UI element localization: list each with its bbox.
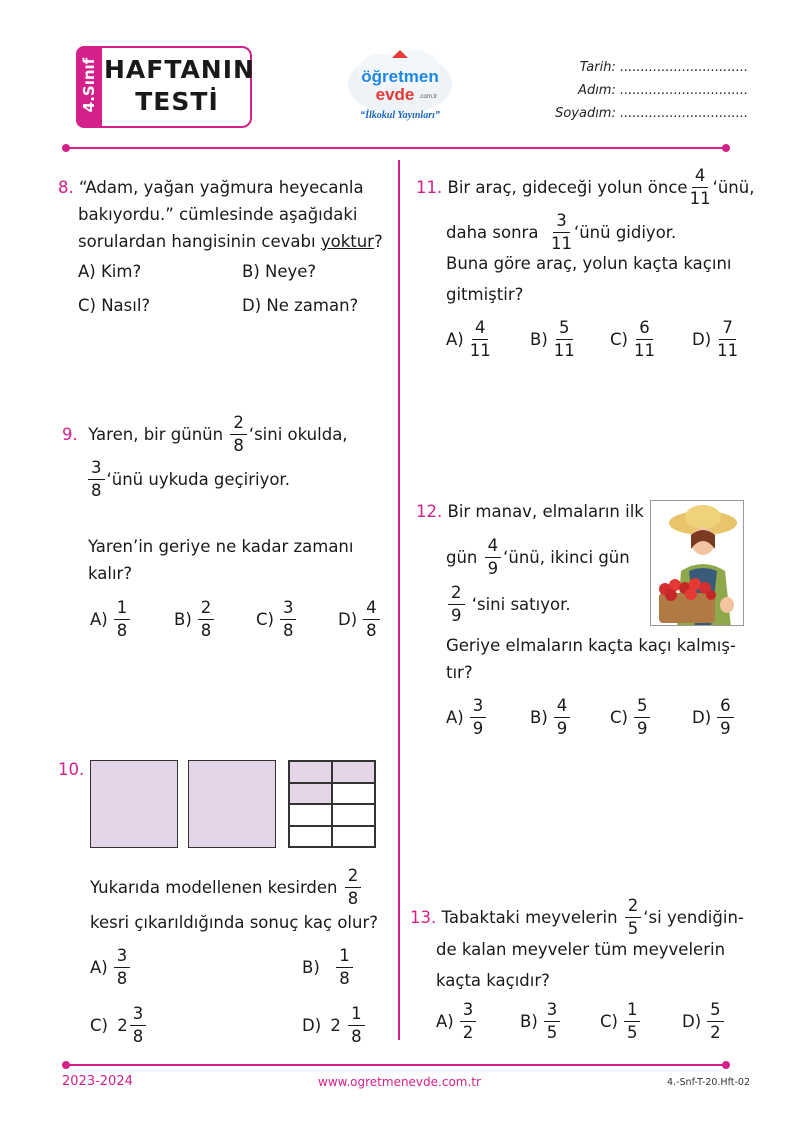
q11-text-6: gitmiştir?: [446, 285, 524, 304]
q12-question: [446, 632, 756, 686]
q10-option-d[interactable]: D) 2 $\frac{1}{8}$: [302, 1004, 367, 1047]
q12-fraction-1: $\frac{4}{9}$: [485, 536, 502, 579]
q9-text-2: ‘sini okulda,: [248, 425, 348, 444]
q9-text-1: Yaren, bir günün: [88, 425, 224, 444]
school-year: 2023-2024: [62, 1074, 133, 1089]
title-line-2: TESTİ: [135, 87, 219, 116]
q11-option-a[interactable]: A) $\frac{4}{11}$: [446, 318, 491, 360]
q9-option-a[interactable]: A) $\frac{1}{8}$: [90, 598, 132, 641]
logo-word-1: öğretmen: [361, 67, 439, 86]
name-field[interactable]: [530, 83, 749, 98]
page-title: [104, 54, 255, 118]
q8-option-c[interactable]: C) Nasıl?: [78, 296, 151, 315]
name-label: Adım:: [578, 83, 616, 98]
date-label: Tarih:: [579, 60, 616, 75]
q13-option-b[interactable]: B) $\frac{3}{5}$: [520, 1000, 562, 1043]
q13-text-2: ‘si yendiğin-: [643, 908, 744, 927]
q13-text-4: kaçta kaçıdır?: [436, 971, 550, 990]
question-11: [416, 166, 756, 254]
q9-option-d[interactable]: D) $\frac{4}{8}$: [338, 598, 382, 641]
rule-dot-right: [722, 144, 730, 152]
q12-number: 12.: [416, 502, 443, 521]
q12-option-b[interactable]: B) $\frac{4}{9}$: [530, 696, 572, 739]
logo-domain: .com.tr: [418, 94, 438, 100]
q10-text-2: kesri çıkarıldığında sonuç kaç olur?: [90, 913, 379, 932]
q12-option-a[interactable]: A) $\frac{3}{9}$: [446, 696, 488, 739]
q12-text-6: tır?: [446, 663, 473, 682]
q11-option-b[interactable]: B) $\frac{5}{11}$: [530, 318, 575, 360]
logo-tagline: “İlkokul Yayınları”: [360, 110, 440, 121]
q9-text-5: kalır?: [88, 564, 133, 583]
q10-question: [90, 866, 390, 936]
surname-dots: ...............................: [620, 106, 749, 121]
header-rule: [66, 147, 726, 149]
q9-option-b[interactable]: B) $\frac{2}{8}$: [174, 598, 216, 641]
q12-option-c[interactable]: C) $\frac{5}{9}$: [610, 696, 652, 739]
q8-qmark: ?: [373, 232, 383, 251]
logo-word-2: evde: [375, 85, 415, 104]
name-dots: ...............................: [620, 83, 749, 98]
q11-question: [446, 250, 756, 308]
q13-option-a[interactable]: A) $\frac{3}{2}$: [436, 1000, 478, 1043]
q11-text-1: Bir araç, gideceği yolun önce: [447, 178, 688, 197]
q12-text-2: gün: [446, 548, 478, 567]
brand-logo: [340, 44, 460, 132]
q11-fraction-2: $\frac{3}{11}$: [550, 211, 572, 253]
date-dots: ...............................: [620, 60, 749, 75]
q9-text-3: ‘ünü uykuda geçiriyor.: [106, 470, 290, 489]
q10-option-b[interactable]: B) $\frac{1}{8}$: [302, 946, 355, 989]
q8-line-2: bakıyordu.” cümlesinde aşağıdaki: [78, 205, 358, 224]
q11-number: 11.: [416, 178, 443, 197]
q13-option-d[interactable]: D) $\frac{5}{2}$: [682, 1000, 726, 1043]
q10-fraction: $\frac{2}{8}$: [345, 866, 362, 909]
question-13: [410, 896, 760, 939]
question-8: [58, 174, 388, 255]
q9-text-4: Yaren’in geriye ne kadar zamanı: [88, 537, 354, 556]
date-field[interactable]: [530, 60, 749, 75]
surname-field[interactable]: [530, 106, 749, 121]
q12-line-2: [446, 536, 646, 626]
q13-option-c[interactable]: C) $\frac{1}{5}$: [600, 1000, 642, 1043]
q11-text-2: ‘ünü,: [712, 178, 755, 197]
q8-option-b[interactable]: B) Neye?: [242, 262, 317, 281]
q10-model-whole-1: [90, 760, 178, 848]
q12-fraction-2: $\frac{2}{9}$: [448, 583, 465, 626]
q10-option-a[interactable]: A) $\frac{3}{8}$: [90, 946, 132, 989]
q9-fraction-1: $\frac{2}{8}$: [230, 413, 247, 456]
q12-option-d[interactable]: D) $\frac{6}{9}$: [692, 696, 736, 739]
q12-text-5: Geriye elmaların kaçta kaçı kalmış-: [446, 636, 736, 655]
q11-fraction-1: $\frac{4}{11}$: [689, 166, 711, 208]
grade-label: 4.Sınıf: [80, 57, 98, 113]
website-link[interactable]: www.ogretmenevde.com.tr: [318, 1075, 481, 1089]
q11-text-5: Buna göre araç, yolun kaçta kaçını: [446, 254, 732, 273]
q8-option-a[interactable]: A) Kim?: [78, 262, 142, 281]
q9-question: [88, 533, 388, 587]
q10-number: 10.: [58, 760, 85, 779]
q9-option-c[interactable]: C) $\frac{3}{8}$: [256, 598, 298, 641]
q11-option-d[interactable]: D) $\frac{7}{11}$: [692, 318, 739, 360]
document-code: 4.-Snf-T-20.Hft-02: [667, 1077, 750, 1088]
footer-rule: [66, 1064, 726, 1066]
q11-text-4: ‘ünü gidiyor.: [573, 223, 677, 242]
q9-number: 9.: [62, 425, 78, 444]
column-divider: [398, 160, 400, 1040]
q12-text-4: ‘sini satıyor.: [471, 595, 571, 614]
q10-model-partial: [288, 760, 376, 848]
grade-tab: [76, 46, 102, 128]
q13-number: 13.: [410, 908, 437, 927]
surname-label: Soyadım:: [555, 106, 616, 121]
q10-option-c[interactable]: C) 2 $\frac{3}{8}$: [90, 1004, 148, 1047]
q8-option-d[interactable]: D) Ne zaman?: [242, 296, 359, 315]
q11-option-c[interactable]: C) $\frac{6}{11}$: [610, 318, 655, 360]
q12-text-1: Bir manav, elmaların ilk: [447, 502, 644, 521]
q8-line-3: sorulardan hangisinin cevabı: [78, 232, 321, 251]
q11-text-3: daha sonra: [446, 223, 539, 242]
q8-underlined-word: yoktur: [320, 232, 374, 251]
q12-text-3: ‘ünü, ikinci gün: [503, 548, 630, 567]
q13-question: [436, 936, 756, 994]
title-line-1: HAFTANIN: [104, 55, 255, 84]
q13-fraction: $\frac{2}{5}$: [625, 896, 642, 939]
q10-text-1: Yukarıda modellenen kesirden: [90, 878, 338, 897]
q10-model-whole-2: [188, 760, 276, 848]
question-9: [62, 413, 392, 501]
question-12: [416, 498, 656, 525]
q8-number: 8.: [58, 178, 74, 197]
q13-text-3: de kalan meyveler tüm meyvelerin: [436, 940, 726, 959]
greengrocer-image: [650, 500, 744, 626]
q13-text-1: Tabaktaki meyvelerin: [441, 908, 618, 927]
footer-dot-right: [722, 1061, 730, 1069]
q9-fraction-2: $\frac{3}{8}$: [88, 458, 105, 501]
q8-line-1: “Adam, yağan yağmura heyecanla: [79, 178, 364, 197]
